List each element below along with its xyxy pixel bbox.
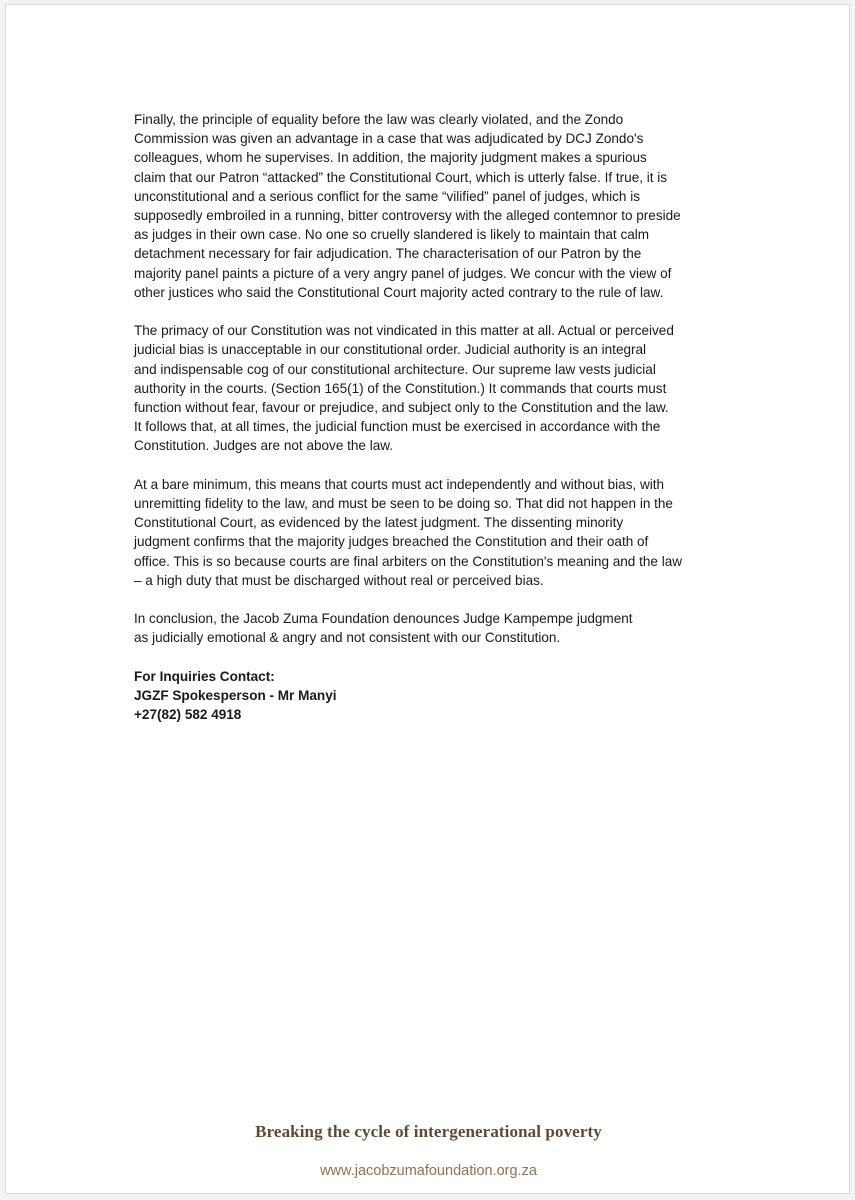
paragraph-line: It follows that, at all times, the judicial function must be exercised in accordance with the: [134, 419, 661, 435]
paragraph-line: Constitutional Court, as evidenced by the latest judgment. The dissenting minority: [134, 515, 624, 531]
paragraph-equality: [134, 110, 730, 302]
paragraph-line: office. This is so because courts are final arbiters on the Constitution's meaning and the law: [134, 553, 683, 569]
paragraph-line: Commission was given an advantage in a case that was adjudicated by DCJ Zondo's: [134, 131, 644, 147]
paragraph-line: In conclusion, the Jacob Zuma Foundation denounces Judge Kampempe judgment: [134, 611, 633, 627]
paragraph-line: detachment necessary for fair adjudication. The characterisation of our Patron by the: [134, 246, 642, 262]
contact-phone: +27(82) 582 4918: [134, 707, 242, 723]
contact-heading: For Inquiries Contact:: [134, 668, 275, 684]
paragraph-line: as judicially emotional & angry and not consistent with our Constitution.: [134, 630, 561, 646]
paragraph-line: claim that our Patron “attacked” the Constitutional Court, which is utterly false. If true, it is: [134, 169, 668, 185]
paragraph-line: – a high duty that must be discharged without real or perceived bias.: [134, 572, 544, 588]
paragraph-minimum: [134, 475, 730, 590]
footer-tagline: Breaking the cycle of intergenerational poverty: [255, 1122, 602, 1141]
paragraph-line: majority panel paints a picture of a very angry panel of judges. We concur with the view of: [134, 265, 672, 281]
paragraph-line: The primacy of our Constitution was not vindicated in this matter at all. Actual or perceived: [134, 323, 674, 339]
paragraph-line: function without fear, favour or prejudice, and subject only to the Constitution and the law.: [134, 400, 669, 416]
paragraph-constitution: [134, 321, 730, 455]
footer-website-link[interactable]: www.jacobzumafoundation.org.za: [320, 1163, 537, 1179]
paragraph-line: supposedly embroiled in a running, bitter controversy with the alleged contemnor to preside: [134, 208, 681, 224]
contact-block: [134, 667, 730, 725]
paragraph-line: At a bare minimum, this means that courts must act independently and without bias, with: [134, 476, 665, 492]
paragraph-line: Constitution. Judges are not above the law.: [134, 438, 394, 454]
paragraph-conclusion: [134, 609, 730, 647]
paragraph-line: unremitting fidelity to the law, and must be seen to be doing so. That did not happen in the: [134, 496, 673, 512]
paragraph-line: authority in the courts. (Section 165(1) of the Constitution.) It commands that courts must: [134, 380, 667, 396]
document-page: [5, 4, 850, 1194]
statement-body: [134, 110, 730, 724]
paragraph-line: judgment confirms that the majority judges breached the Constitution and their oath of: [134, 534, 649, 550]
paragraph-line: unconstitutional and a serious conflict for the same “vilified” panel of judges, which is: [134, 188, 641, 204]
paragraph-line: judicial bias is unacceptable in our constitutional order. Judicial authority is an integral: [134, 342, 647, 358]
paragraph-line: as judges in their own case. No one so cruelly slandered is likely to maintain that calm: [134, 227, 650, 243]
paragraph-line: other justices who said the Constitutional Court majority acted contrary to the rule of law.: [134, 284, 664, 300]
paragraph-line: colleagues, whom he supervises. In addition, the majority judgment makes a spurious: [134, 150, 647, 166]
paragraph-line: and indispensable cog of our constitutional architecture. Our supreme law vests judicial: [134, 361, 656, 377]
paragraph-line: Finally, the principle of equality before the law was clearly violated, and the Zondo: [134, 112, 624, 127]
contact-person: JGZF Spokesperson - Mr Manyi: [134, 688, 337, 704]
